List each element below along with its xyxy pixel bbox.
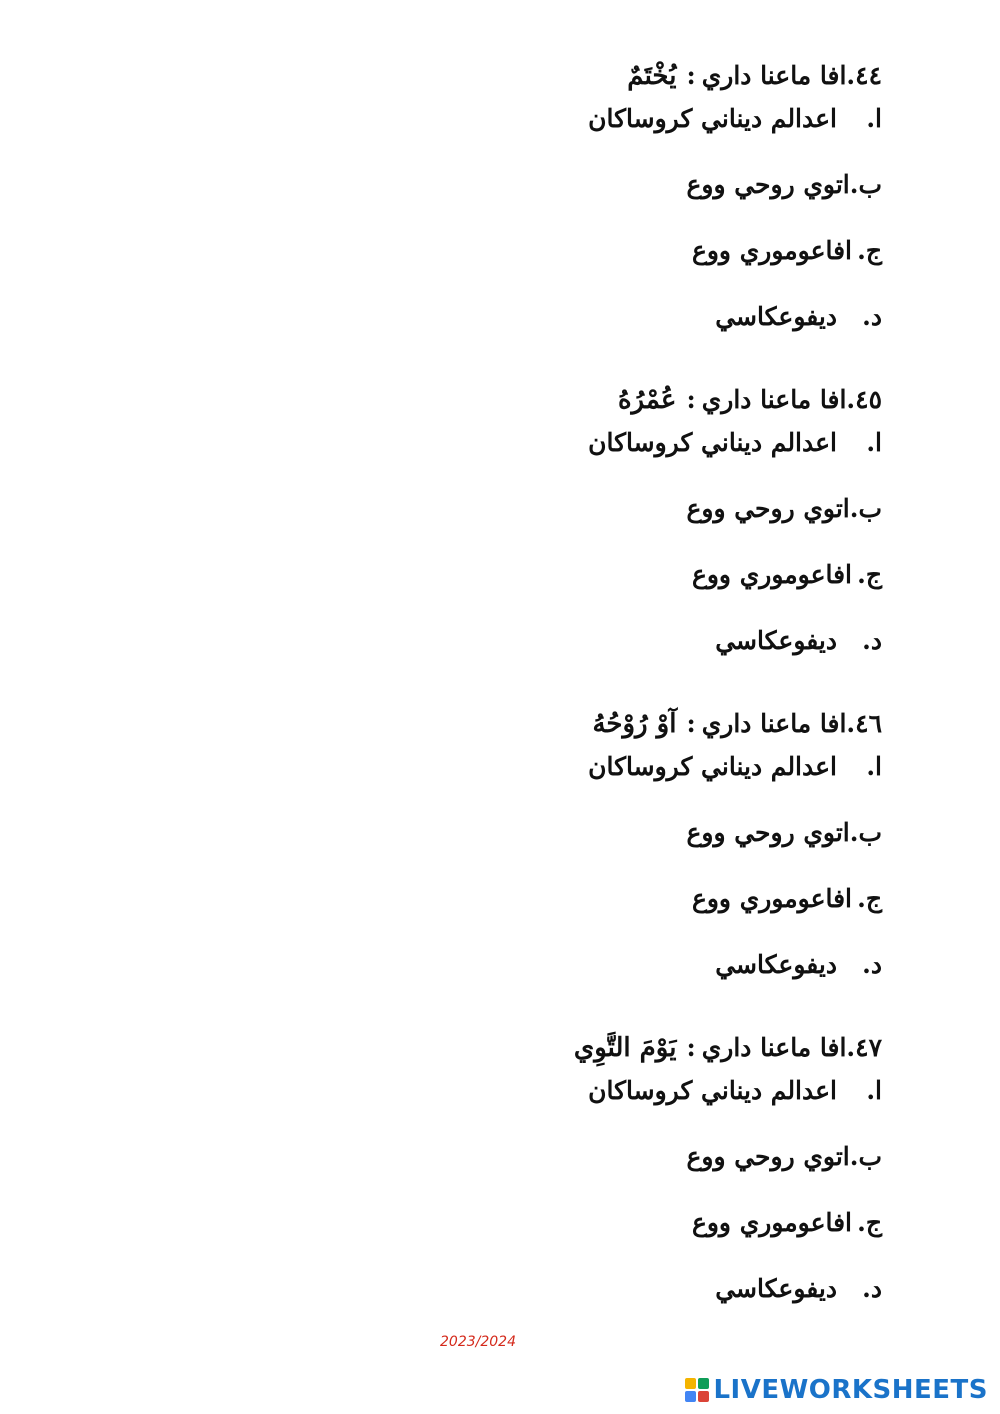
question-word: يَوْمَ التَّوِي	[573, 1033, 677, 1063]
option-letter: ا.	[866, 1076, 882, 1105]
option-text: اعدالم ديناني كروساكان	[588, 104, 837, 133]
liveworksheets-brand[interactable]	[685, 1372, 988, 1408]
option-text: ديفوعكاسي	[715, 1274, 837, 1303]
question-prompt: افا ماعنا داري	[701, 1033, 847, 1062]
option-text: افاعوموري ووع	[691, 1208, 852, 1237]
option-b[interactable]	[462, 492, 882, 526]
option-list	[462, 750, 882, 982]
option-text: اتوي روحي ووع	[686, 494, 850, 523]
question-separator: :	[686, 61, 696, 90]
option-letter: ج.	[857, 236, 882, 265]
option-letter: ا.	[866, 752, 882, 781]
option-text: اعدالم ديناني كروساكان	[588, 752, 837, 781]
option-a[interactable]	[462, 426, 882, 460]
question-prompt: افا ماعنا داري	[701, 61, 847, 90]
option-text: ديفوعكاسي	[715, 626, 837, 655]
option-letter: ج.	[857, 884, 882, 913]
option-letter: د.	[862, 1274, 882, 1303]
question-separator: :	[686, 1033, 696, 1062]
question-prompt: افا ماعنا داري	[701, 385, 847, 414]
option-d[interactable]	[462, 1272, 882, 1306]
option-letter: ب.	[849, 818, 882, 847]
option-letter: ج.	[857, 560, 882, 589]
option-text: ديفوعكاسي	[715, 950, 837, 979]
option-list	[462, 1074, 882, 1306]
question-number: ٤٤.	[846, 61, 882, 90]
option-letter: ب.	[849, 170, 882, 199]
option-text: افاعوموري ووع	[691, 560, 852, 589]
option-text: اتوي روحي ووع	[686, 1142, 850, 1171]
option-text: اتوي روحي ووع	[686, 818, 850, 847]
option-text: افاعوموري ووع	[691, 236, 852, 265]
question-prompt: افا ماعنا داري	[701, 709, 847, 738]
option-text: ديفوعكاسي	[715, 302, 837, 331]
footer-year: 2023/2024	[440, 1334, 516, 1350]
question-title	[462, 1028, 882, 1068]
option-letter: ا.	[866, 428, 882, 457]
option-text: اعدالم ديناني كروساكان	[588, 428, 837, 457]
question-47	[462, 1028, 882, 1306]
question-title	[462, 704, 882, 744]
question-separator: :	[686, 709, 696, 738]
option-letter: د.	[862, 950, 882, 979]
question-separator: :	[686, 385, 696, 414]
option-a[interactable]	[462, 102, 882, 136]
liveworksheets-logo-icon	[685, 1378, 709, 1402]
question-title	[462, 56, 882, 96]
question-46	[462, 704, 882, 982]
option-text: افاعوموري ووع	[691, 884, 852, 913]
option-c[interactable]	[462, 234, 882, 268]
option-d[interactable]	[462, 624, 882, 658]
option-text: اعدالم ديناني كروساكان	[588, 1076, 837, 1105]
option-letter: ج.	[857, 1208, 882, 1237]
option-list	[462, 426, 882, 658]
option-list	[462, 102, 882, 334]
option-d[interactable]	[462, 300, 882, 334]
option-c[interactable]	[462, 882, 882, 916]
option-b[interactable]	[462, 1140, 882, 1174]
option-letter: ا.	[866, 104, 882, 133]
option-c[interactable]	[462, 1206, 882, 1240]
question-45	[462, 380, 882, 658]
option-b[interactable]	[462, 168, 882, 202]
option-a[interactable]	[462, 750, 882, 784]
option-b[interactable]	[462, 816, 882, 850]
question-number: ٤٧.	[846, 1033, 882, 1062]
question-word: يُخْتَمٌ	[627, 61, 677, 91]
option-c[interactable]	[462, 558, 882, 592]
option-letter: ب.	[849, 1142, 882, 1171]
option-letter: د.	[862, 302, 882, 331]
question-44	[462, 56, 882, 334]
brand-name: LIVEWORKSHEETS	[713, 1375, 988, 1405]
option-d[interactable]	[462, 948, 882, 982]
question-word: عُمْرُهُ	[617, 385, 677, 415]
question-number: ٤٦.	[846, 709, 882, 738]
option-text: اتوي روحي ووع	[686, 170, 850, 199]
option-a[interactable]	[462, 1074, 882, 1108]
option-letter: د.	[862, 626, 882, 655]
option-letter: ب.	[849, 494, 882, 523]
question-word: آوْ رُوْحُهُ	[592, 709, 677, 739]
question-number: ٤٥.	[846, 385, 882, 414]
question-title	[462, 380, 882, 420]
